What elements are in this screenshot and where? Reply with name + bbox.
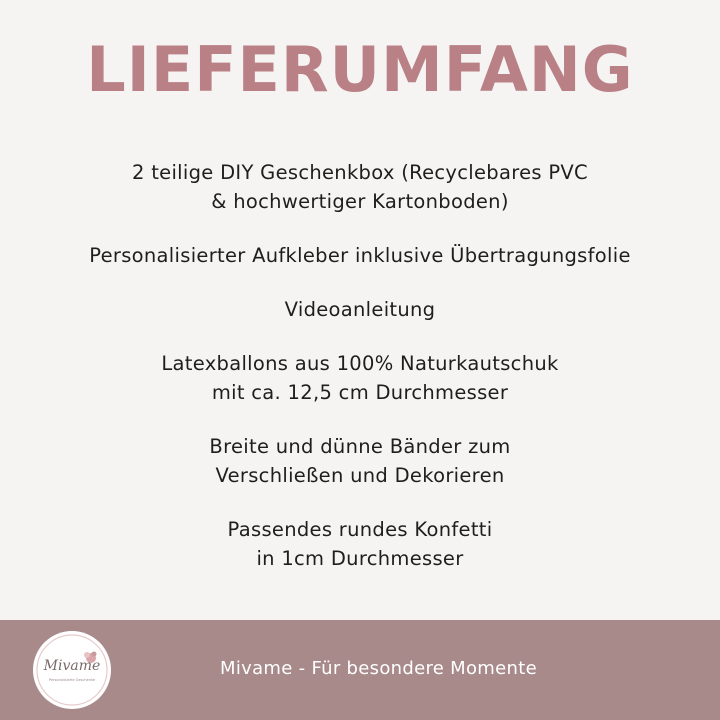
item-line: & hochwertiger Kartonboden) [211,190,509,213]
item-line: Videoanleitung [284,298,436,321]
item-line: Personalisierter Aufkleber inklusive Übertragungsfolie [89,244,631,267]
logo-subtext: Personalisierte Geschenke [48,678,96,682]
item-line: 2 teilige DIY Geschenkbox (Recyclebares PVC [132,161,588,184]
list-item [0,432,720,490]
list-item [0,295,720,324]
item-line: Breite und dünne Bänder zum [209,435,511,458]
delivery-items-list [0,158,720,573]
footer-tagline: Mivame - Für besondere Momente [220,658,537,679]
list-item [0,158,720,216]
list-item [0,241,720,270]
item-line: Latexballons aus 100% Naturkautschuk [161,352,559,375]
item-line: mit ca. 12,5 cm Durchmesser [211,381,509,404]
footer-banner [0,620,720,720]
logo-wordmark: Mivame [43,658,101,674]
list-item [0,515,720,573]
item-line: Passendes rundes Konfetti [227,518,493,541]
item-line: in 1cm Durchmesser [256,547,464,570]
list-item [0,349,720,407]
brand-logo [33,631,111,709]
page-title: LIEFERUMFANG [86,33,634,106]
item-line: Verschließen und Dekorieren [215,464,505,487]
